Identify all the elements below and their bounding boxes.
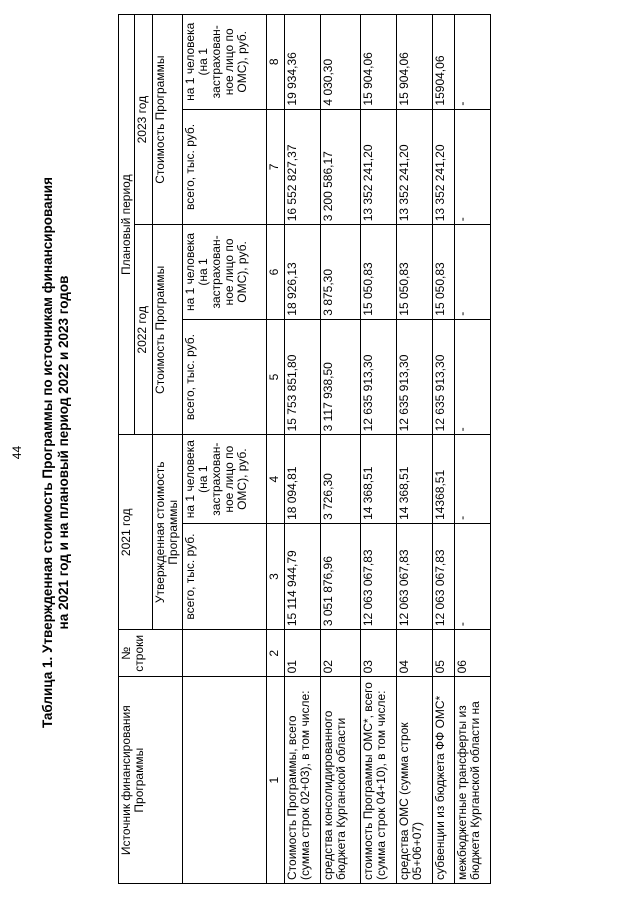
table-body — [285, 15, 491, 884]
cell-c4: 14 368,51 — [397, 435, 433, 524]
cell-c5: 3 117 938,50 — [321, 319, 361, 435]
table-row — [433, 15, 455, 884]
row-number: 02 — [321, 630, 361, 677]
cell-c3: 12 063 067,83 — [361, 523, 397, 629]
row-source-name: межбюджетные трансферты из бюджета Курганской области на — [455, 677, 491, 884]
header-total-2022: всего, тыс. руб. — [183, 319, 267, 435]
cell-c3: - — [455, 523, 491, 629]
row-source-name: стоимость Программы ОМС*, всего (сумма строк 04+10), в том числе: — [361, 677, 397, 884]
header-per-person-2022: на 1 человека (на 1 застрахован-ное лицо по ОМС), руб. — [183, 225, 267, 319]
col-number: 5 — [267, 319, 285, 435]
header-cost-2022: Стоимость Программы — [153, 225, 183, 435]
cell-c4: 14 368,51 — [361, 435, 397, 524]
row-number: 06 — [455, 630, 491, 677]
cell-c7: 16 552 827,37 — [285, 109, 321, 225]
cell-c4: 18 094,81 — [285, 435, 321, 524]
header-total-2023: всего, тыс. руб. — [183, 109, 267, 225]
header-2021: 2021 год — [119, 435, 153, 630]
col-number: 1 — [267, 677, 285, 884]
cell-c4: - — [455, 435, 491, 524]
cell-c7: - — [455, 109, 491, 225]
cell-c5: 15 753 851,80 — [285, 319, 321, 435]
row-number: 01 — [285, 630, 321, 677]
col-number: 6 — [267, 225, 285, 319]
table-row — [285, 15, 321, 884]
col-number: 3 — [267, 523, 285, 629]
cell-c3: 15 114 944,79 — [285, 523, 321, 629]
cell-c5: 12 635 913,30 — [361, 319, 397, 435]
table-header — [119, 15, 267, 884]
header-per-person-2021: на 1 человека (на 1 застрахован-ное лицо по ОМС), руб. — [183, 435, 267, 524]
cell-c7: 13 352 241,20 — [397, 109, 433, 225]
cell-c6: 3 875,30 — [321, 225, 361, 319]
cell-c3: 3 051 876,96 — [321, 523, 361, 629]
cell-c8: 15904,06 — [433, 15, 455, 110]
row-number: 04 — [397, 630, 433, 677]
header-per-person-2023: на 1 человека (на 1 застрахован-ное лицо по ОМС), руб. — [183, 15, 267, 110]
cell-c8: 19 934,36 — [285, 15, 321, 110]
cell-c3: 12 063 067,83 — [397, 523, 433, 629]
row-source-name: субвенции из бюджета ФФ ОМС* — [433, 677, 455, 884]
header-source: Источник финансирования Программы — [119, 677, 183, 884]
cell-c8: - — [455, 15, 491, 110]
col-number: 4 — [267, 435, 285, 524]
cell-c5: - — [455, 319, 491, 435]
cell-c7: 3 200 586,17 — [321, 109, 361, 225]
cell-c7: 13 352 241,20 — [433, 109, 455, 225]
table-row — [321, 15, 361, 884]
row-source-name: Стоимость Программы, всего (сумма строк 02+03), в том числе: — [285, 677, 321, 884]
col-number: 7 — [267, 109, 285, 225]
cell-c7: 13 352 241,20 — [361, 109, 397, 225]
cell-c6: 15 050,83 — [397, 225, 433, 319]
title-line-2: на 2021 год и на плановый период 2022 и 2023 годов — [56, 275, 71, 630]
cell-c6: 18 926,13 — [285, 225, 321, 319]
title-line-1: Таблица 1. Утвержденная стоимость Программы по источникам финансирования — [40, 177, 55, 728]
row-number: 05 — [433, 630, 455, 677]
column-numbers — [267, 15, 285, 884]
cell-c3: 12 063 067,83 — [433, 523, 455, 629]
cell-c8: 15 904,06 — [397, 15, 433, 110]
cell-c5: 12 635 913,30 — [433, 319, 455, 435]
table-row — [361, 15, 397, 884]
table-row — [455, 15, 491, 884]
header-cost-2023: Стоимость Программы — [153, 15, 183, 225]
page-number: 44 — [10, 445, 24, 460]
col-number: 2 — [267, 630, 285, 677]
cell-c4: 14368,51 — [433, 435, 455, 524]
cell-c5: 12 635 913,30 — [397, 319, 433, 435]
header-row-no: № строки — [119, 630, 183, 677]
cell-c6: 15 050,83 — [361, 225, 397, 319]
row-number: 03 — [361, 630, 397, 677]
header-approved-cost: Утвержденная стоимость Программы — [153, 435, 183, 630]
header-planned: Плановый период — [119, 15, 135, 435]
header-2022: 2022 год — [135, 225, 153, 435]
table-title — [40, 40, 72, 865]
header-total-2021: всего, тыс. руб. — [183, 523, 267, 629]
row-source-name: средства ОМС (сумма строк 05+06+07) — [397, 677, 433, 884]
cell-c8: 15 904,06 — [361, 15, 397, 110]
cell-c6: 15 050,83 — [433, 225, 455, 319]
table-row — [397, 15, 433, 884]
row-source-name: средства консолидированного бюджета Курганской области — [321, 677, 361, 884]
cell-c6: - — [455, 225, 491, 319]
cell-c8: 4 030,30 — [321, 15, 361, 110]
header-2023: 2023 год — [135, 15, 153, 225]
col-number: 8 — [267, 15, 285, 110]
financing-table — [118, 14, 491, 884]
cell-c4: 3 726,30 — [321, 435, 361, 524]
